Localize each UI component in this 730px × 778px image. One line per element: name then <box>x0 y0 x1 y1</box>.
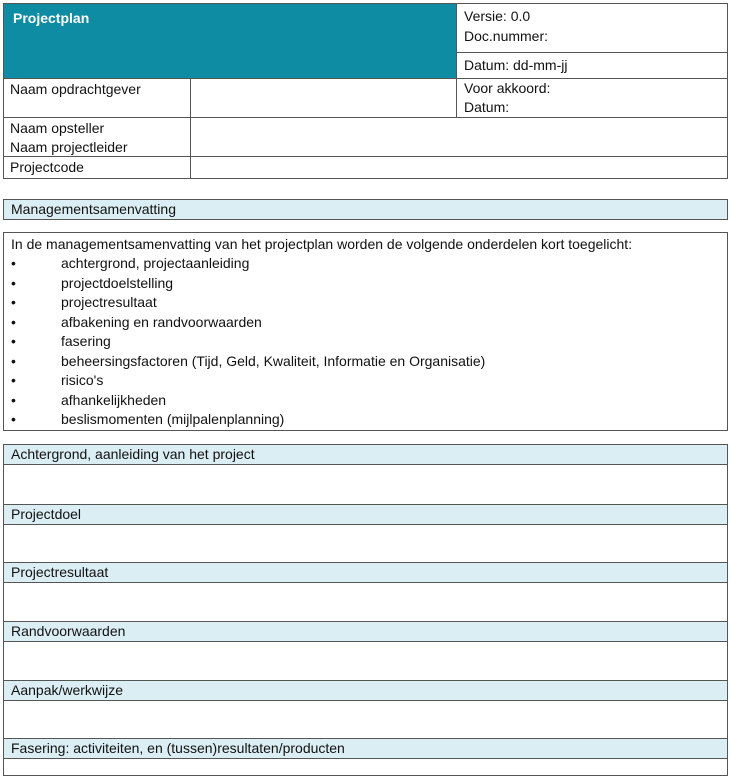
bullet-icon: • <box>11 333 16 349</box>
management-list <box>11 254 720 430</box>
page-title: Projectplan <box>4 4 456 78</box>
section-title-fasering: Fasering: activiteiten, en (tussen)resultaten/producten <box>4 738 727 759</box>
naam-opsteller-label: Naam opsteller <box>10 120 105 136</box>
bullet-icon: • <box>11 391 16 408</box>
list-item: • beheersingsfactoren (Tijd, Geld, Kwaliteit, Informatie en Organisatie) <box>11 352 720 372</box>
projectcode-label: Projectcode <box>10 159 84 175</box>
sections-box <box>3 444 728 776</box>
divider <box>4 78 728 79</box>
bullet-icon: • <box>11 274 16 291</box>
versie-label: Versie: 0.0 <box>464 8 531 24</box>
list-item: • afbakening en randvoorwaarden <box>11 313 720 333</box>
management-intro: In de managementsamenvatting van het projectplan worden de volgende onderdelen kort toegelicht: <box>11 236 633 252</box>
bullet-icon: • <box>11 255 16 271</box>
divider <box>456 4 457 117</box>
section-title-aanpak: Aanpak/werkwijze <box>4 680 727 701</box>
list-item: • beslismomenten (mijlpalenplanning) <box>11 410 720 430</box>
bullet-icon: • <box>11 294 16 310</box>
datum-akkoord-label: Datum: <box>464 99 510 115</box>
list-item: • projectdoelstelling <box>11 274 720 294</box>
management-box <box>3 232 728 431</box>
section-title-projectdoel: Projectdoel <box>4 504 727 525</box>
bullet-icon: • <box>11 352 16 369</box>
section-title-projectresultaat: Projectresultaat <box>4 562 727 583</box>
doc-nummer-label: Doc.nummer: <box>464 28 549 44</box>
divider <box>4 117 728 118</box>
datum-label: Datum: dd-mm-jj <box>464 57 568 73</box>
section-title-randvoorwaarden: Randvoorwaarden <box>4 621 727 642</box>
list-item: • risico's <box>11 371 720 391</box>
list-item: • fasering <box>11 332 720 352</box>
list-item: • achtergrond, projectaanleiding <box>11 254 720 274</box>
naam-projectleider-label: Naam projectleider <box>10 139 128 155</box>
section-title-achtergrond: Achtergrond, aanleiding van het project <box>4 445 727 465</box>
list-item: • afhankelijkheden <box>11 391 720 411</box>
bullet-icon: • <box>11 313 16 330</box>
voor-akkoord-label: Voor akkoord: <box>464 80 551 96</box>
bullet-icon: • <box>11 411 16 427</box>
naam-opdrachtgever-label: Naam opdrachtgever <box>10 81 141 97</box>
divider <box>190 78 191 178</box>
management-title: Managementsamenvatting <box>3 199 728 220</box>
list-item: • projectresultaat <box>11 293 720 313</box>
divider <box>457 52 728 53</box>
bullet-icon: • <box>11 372 16 388</box>
